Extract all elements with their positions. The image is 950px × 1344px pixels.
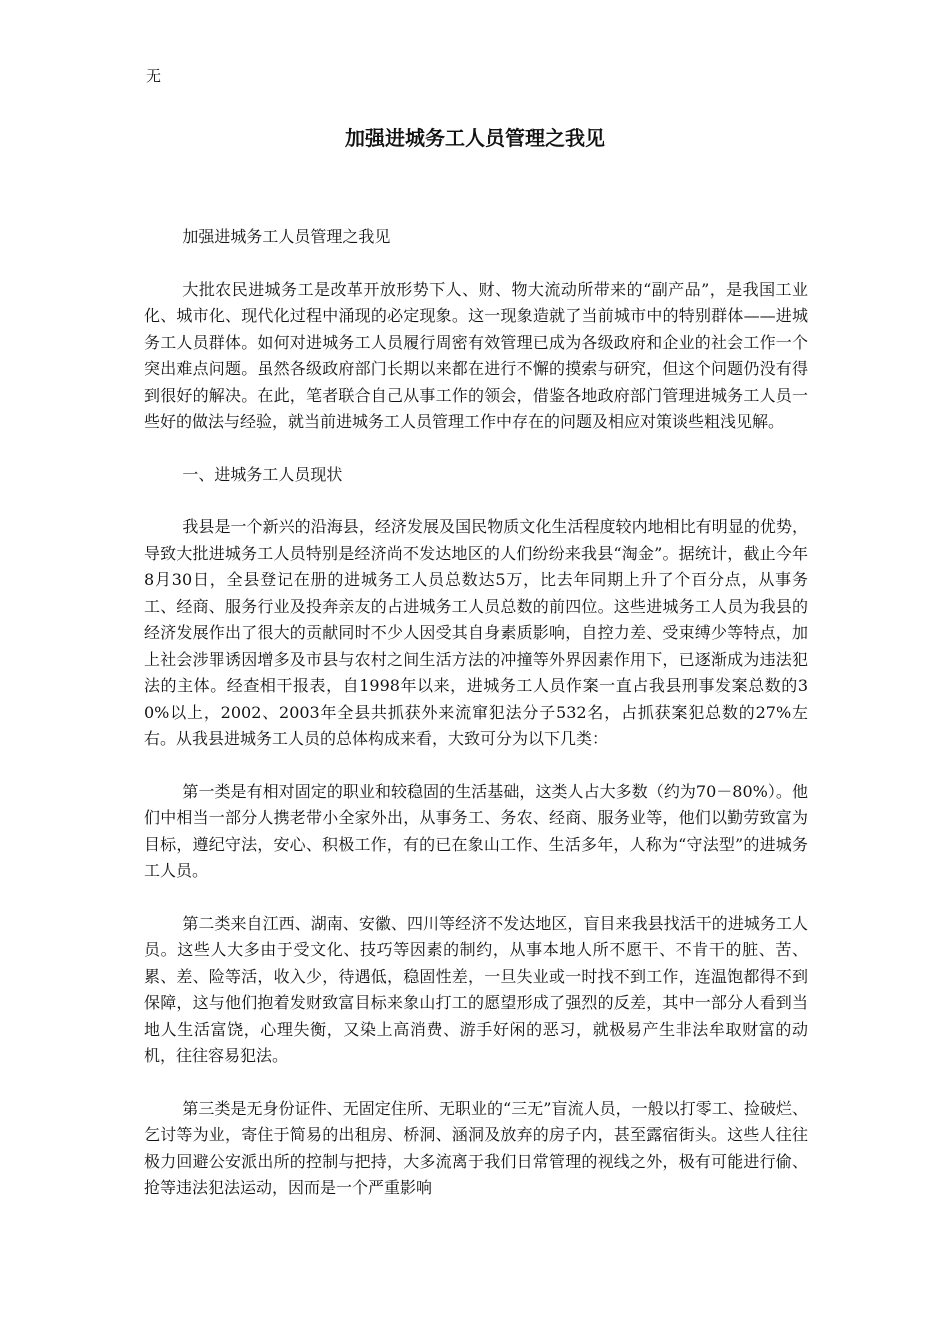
- paragraph-category-2: 第二类来自江西、湖南、安徽、四川等经济不发达地区，盲目来我县找活干的进城务工人员。这些人大多由于受文化、技巧等因素的制约，从事本地人所不愿干、不肯干的脏、苦、累、差、险等活，收入少，待遇低，稳固性差，一旦失业或一时找不到工作，连温饱都得不到保障，这与他们抱着发财致富目标来象山打工的愿望形成了强烈的反差，其中一部分人看到当地人生活富饶，心理失衡，又染上高消费、游手好闲的恶习，就极易产生非法牟取财富的动机，往往容易犯法。: [144, 913, 808, 1065]
- paragraph-category-3: 第三类是无身份证件、无固定住所、无职业的“三无”盲流人员，一般以打零工、捡破烂、乞讨等为业，寄住于简易的出租房、桥洞、涵洞及放弃的房子内，甚至露宿街头。这些人往往极力回避公安派出所的控制与把持，大多流离于我们日常管理的视线之外，极有可能进行偷、抢等违法犯法运动，因而是一个严重影响: [144, 1098, 808, 1197]
- header-mark: 无: [146, 67, 162, 85]
- paragraph-category-1: 第一类是有相对固定的职业和较稳固的生活基础，这类人占大多数（约为70－80%）。他们中相当一部分人携老带小全家外出，从事务工、务农、经商、服务业等，他们以勤劳致富为目标，遵纪守法，安心、积极工作，有的已在象山工作、生活多年，人称为“守法型”的进城务工人员。: [144, 781, 808, 880]
- document-title: 加强进城务工人员管理之我见: [345, 126, 605, 150]
- paragraph-intro: 大批农民进城务工是改革开放形势下人、财、物大流动所带来的“副产品”，是我国工业化、城市化、现代化过程中涌现的必定现象。这一现象造就了当前城市中的特别群体——进城务工人员群体。如何对进城务工人员履行周密有效管理已成为各级政府和企业的社会工作一个突出难点问题。虽然各级政府部门长期以来都在进行不懈的摸索与研究，但这个问题仍没有得到很好的解决。在此，笔者联合自己从事工作的领会，借鉴各地政府部门管理进城务工人员一些好的做法与经验，就当前进城务工人员管理工作中存在的问题及相应对策谈些粗浅见解。: [144, 279, 808, 431]
- paragraph-status: 我县是一个新兴的沿海县，经济发展及国民物质文化生活程度较内地相比有明显的优势，导致大批进城务工人员特别是经济尚不发达地区的人们纷纷来我县“淘金”。据统计，截止今年8月30日，全县登记在册的进城务工人员总数达5万，比去年同期上升了个百分点，从事务工、经商、服务行业及投奔亲友的占进城务工人员总数的前四位。这些进城务工人员为我县的经济发展作出了很大的贡献同时不少人因受其自身素质影响，自控力差、受束缚少等特点，加上社会涉罪诱因增多及市县与农村之间生活方法的冲撞等外界因素作用下，已逐渐成为违法犯法的主体。经查相干报表，自1998年以来，进城务工人员作案一直占我县刑事发案总数的30%以上，2002、2003年全县共抓获外来流窜犯法分子532名，占抓获案犯总数的27%左右。从我县进城务工人员的总体构成来看，大致可分为以下几类：: [144, 517, 808, 748]
- body-subtitle: 加强进城务工人员管理之我见: [182, 227, 391, 246]
- document-body: [144, 224, 808, 1228]
- section-heading-1: 一、进城务工人员现状: [182, 464, 343, 484]
